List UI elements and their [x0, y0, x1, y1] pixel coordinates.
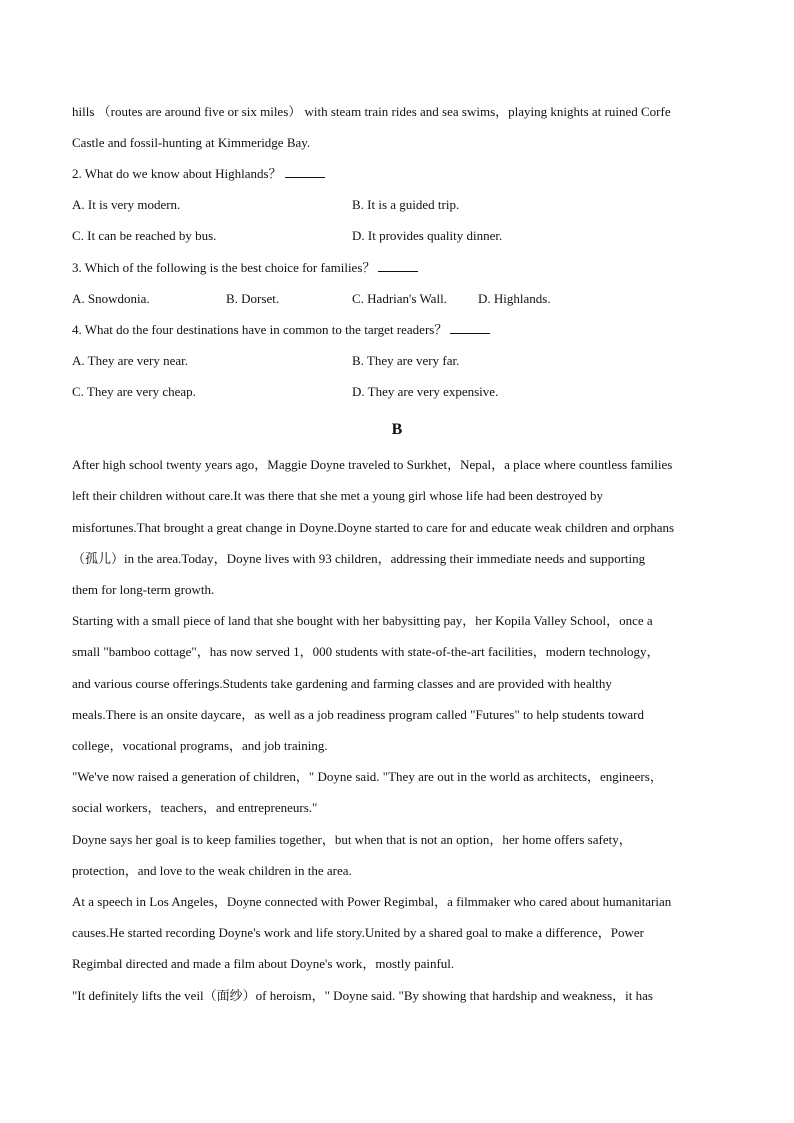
passage-b-line: "We've now raised a generation of children，" Doyne said. "They are out in the world as architects，engineers，: [72, 769, 663, 784]
question-4-option-b: B. They are very far.: [352, 353, 460, 368]
passage-b-line: small "bamboo cottage"，has now served 1，000 students with state-of-the-art facilities，modern technology，: [72, 644, 660, 659]
passage-b-line: college，vocational programs，and job training.: [72, 738, 328, 753]
passage-b-line: （孤儿）in the area.Today，Doyne lives with 93 children，addressing their immediate needs and supporting: [72, 551, 646, 566]
question-2-stem: 2. What do we know about Highlands？: [72, 166, 732, 182]
question-3-stem: 3. Which of the following is the best choice for families？: [72, 260, 732, 276]
question-4-option-d: D. They are very expensive.: [352, 384, 499, 399]
passage-b-line: left their children without care.It was there that she met a young girl whose life had been destroyed by: [72, 488, 604, 503]
question-2-option-b: B. It is a guided trip.: [352, 197, 460, 212]
question-2-option-a: A. It is very modern.: [72, 197, 181, 212]
answer-blank[interactable]: [285, 166, 325, 178]
question-3-option-a: A. Snowdonia.: [72, 291, 150, 306]
passage-b-line: protection，and love to the weak children in the area.: [72, 863, 352, 878]
passage-b-line: meals.There is an onsite daycare，as well as a job readiness program called "Futures" to help students toward: [72, 707, 644, 722]
passage-b-line: them for long-term growth.: [72, 582, 215, 597]
passage-b-line: causes.He started recording Doyne's work and life story.United by a shared goal to make a difference，Power: [72, 925, 644, 940]
answer-blank[interactable]: [450, 322, 490, 334]
question-4-stem: 4. What do the four destinations have in common to the target readers？: [72, 322, 732, 338]
answer-blank[interactable]: [378, 260, 418, 272]
question-3-option-d: D. Highlands.: [478, 291, 551, 306]
passage-a-line-1: hills （routes are around five or six miles） with steam train rides and sea swims，playing knights at ruined Corfe: [72, 104, 671, 119]
question-2-option-d: D. It provides quality dinner.: [352, 228, 503, 243]
passage-b-line: and various course offerings.Students take gardening and farming classes and are provided with healthy: [72, 676, 612, 691]
passage-b-line: Doyne says her goal is to keep families together，but when that is not an option，her home offers safety，: [72, 832, 632, 847]
question-3-option-c: C. Hadrian's Wall.: [352, 291, 447, 306]
passage-b-line: Starting with a small piece of land that she bought with her babysitting pay，her Kopila Valley School，once a: [72, 613, 653, 628]
passage-b-line: misfortunes.That brought a great change in Doyne.Doyne started to care for and educate weak children and orphans: [72, 520, 675, 535]
question-4-option-c: C. They are very cheap.: [72, 384, 196, 399]
passage-b-line: Regimbal directed and made a film about Doyne's work，mostly painful.: [72, 956, 455, 971]
question-4-option-a: A. They are very near.: [72, 353, 188, 368]
section-b-heading: B: [391, 421, 403, 438]
passage-b-line: "It definitely lifts the veil（面纱）of heroism，" Doyne said. "By showing that hardship and weakness，it has: [72, 988, 653, 1003]
question-3-option-b: B. Dorset.: [226, 291, 280, 306]
passage-a-line-2: Castle and fossil-hunting at Kimmeridge Bay.: [72, 135, 311, 150]
passage-b-line: At a speech in Los Angeles，Doyne connected with Power Regimbal，a filmmaker who cared about humanitarian: [72, 894, 672, 909]
passage-b-line: social workers，teachers，and entrepreneurs.": [72, 800, 318, 815]
passage-b-line: After high school twenty years ago，Maggie Doyne traveled to Surkhet，Nepal，a place where countless families: [72, 457, 673, 472]
question-2-option-c: C. It can be reached by bus.: [72, 228, 217, 243]
